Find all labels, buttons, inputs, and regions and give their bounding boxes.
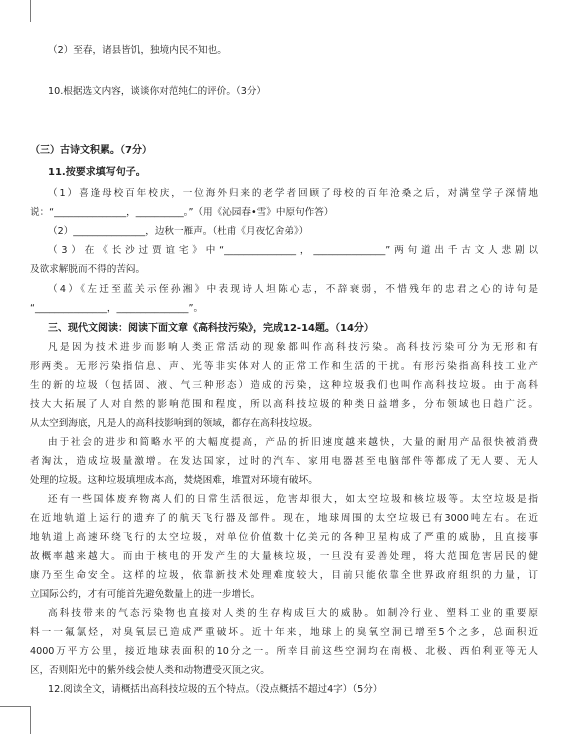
q11-item4-line2: “_______________，_______________”。 xyxy=(30,303,204,314)
q11-item1-line1: （1）喜逢母校百年校庆，一位海外归来的老学者回顾了母校的百年沧桑之后，对满堂学子深情地 xyxy=(48,188,538,199)
para3-line1: 还有一些国体废弃物离人们的日常生活很远，危害却很大，如太空垃圾和核垃圾等。太空垃圾是指 xyxy=(48,494,538,505)
q11-heading: 11.按要求填写句子。 xyxy=(48,167,146,178)
para3-line5: 康乃至生命安全。这样的垃圾，依靠新技术处理难度较大，目前只能依靠全世界政府组织的力量，订 xyxy=(30,570,538,581)
q11-item2: （2）_______________，边秋一雁声。（杜甫《月夜忆舍弟》） xyxy=(48,226,309,237)
para2-line3: 处理的垃圾。这种垃圾填埋成本高，焚烧困难，堆置对环境有破坏。 xyxy=(30,475,318,486)
para2-line1: 由于社会的进步和简略水平的大幅度提高，产品的折旧速度越来越快，大量的耐用产品很快被消费 xyxy=(48,437,538,448)
para1-line5: 从太空到海底，凡是人的高科技影响到的领域，都存在高科技垃圾。 xyxy=(30,418,318,429)
q10-question: 10.根据选文内容，谈谈你对范纯仁的评价。（3分） xyxy=(48,86,267,97)
para3-line4: 故概率越来越大。而由于核电的开发产生的大量核垃圾，一旦没有妥善处理，将大范围危害居民的健 xyxy=(30,551,538,562)
para4-line4: 区，否则阳光中的紫外线会使人类和动物遭受灭顶之灾。 xyxy=(30,665,270,676)
para4-line1: 高科技带来的气态污染物也直接对人类的生存构成巨大的威胁。如制冷行业、塑料工业的重要原 xyxy=(48,608,538,619)
para3-line3: 地轨道上高速环绕飞行的太空垃圾，对单位价值数十亿美元的各种卫星构成了严重的威胁，且直接事 xyxy=(30,532,538,543)
q11-item3-line1: （3）在《长沙过贾谊宅》中“_______________，_______________”两句道出千古文人悲剧以 xyxy=(48,245,538,256)
para3-line2: 在近地轨道上运行的遗弃了的航天飞行器及部件。现在，地球周围的太空垃圾已有3000吨左右。在近 xyxy=(30,513,538,524)
para1-line4: 技大大拓展了人对自然的影响范围和程度，所以高科技垃圾的种类日益增多，分布领域也日趋广泛。 xyxy=(30,399,538,410)
reading-section-heading: 三、现代文阅读：阅读下面文章《高科技污染》，完成12-14题。（14分） xyxy=(48,323,374,334)
para4-line2: 料一一氟氯烃，对臭氧层已造成严重破坏。近十年来，地球上的臭氧空洞已增至5个之多，总面积近 xyxy=(30,627,538,638)
para1-line2: 形两类。无形污染指信息、声、光等非实体对人的正常工作和生活的干扰。有形污染指高科技工业产 xyxy=(30,361,538,372)
section3-heading: （三）古诗文积累。（7分） xyxy=(30,145,152,156)
corner-mark-bottom-vertical xyxy=(30,706,31,734)
para2-line2: 者淘汰，造成垃圾量激增。在发达国家，过时的汽车、家用电器甚至电脑部件等都成了无人要、无人 xyxy=(30,456,538,467)
para4-line3: 4000万平方公里，接近地球表面积的10分之一。所幸目前这些空洞均在南极、北极、西伯利亚等无人 xyxy=(30,646,538,657)
q9-part2-line: （2）至春，诸县皆饥，独境内民不知也。 xyxy=(48,45,227,56)
q11-item3-line2: 及欲求解脱而不得的苦闷。 xyxy=(30,264,146,275)
corner-mark-bottom-horizontal xyxy=(0,706,30,707)
para3-line6: 立国际公约，才有可能首先避免数量上的进一步增长。 xyxy=(30,589,261,600)
para1-line3: 生的新的垃圾（包括固、液、气三种形态）造成的污染，这种垃圾我们也叫作高科技垃圾。由于高科 xyxy=(30,380,538,391)
q11-item4-line1: （4）《左迁至蓝关示侄孙湘》中表现诗人坦陈心志，不辞衰弱，不惜残年的忠君之心的诗句是 xyxy=(48,284,538,295)
para1-line1: 凡是因为技术进步而影响人类正常活动的现象都叫作高科技污染。高科技污染可分为无形和有 xyxy=(48,342,538,353)
q11-item1-line2: 说：“_______________，__________。”（用《沁园春•雪》中原句作答） xyxy=(30,207,334,218)
corner-mark-top-vertical xyxy=(30,0,31,22)
q12-question: 12.阅读全文，请概括出高科技垃圾的五个特点。（没点概括不超过4字）（5分） xyxy=(48,684,383,695)
